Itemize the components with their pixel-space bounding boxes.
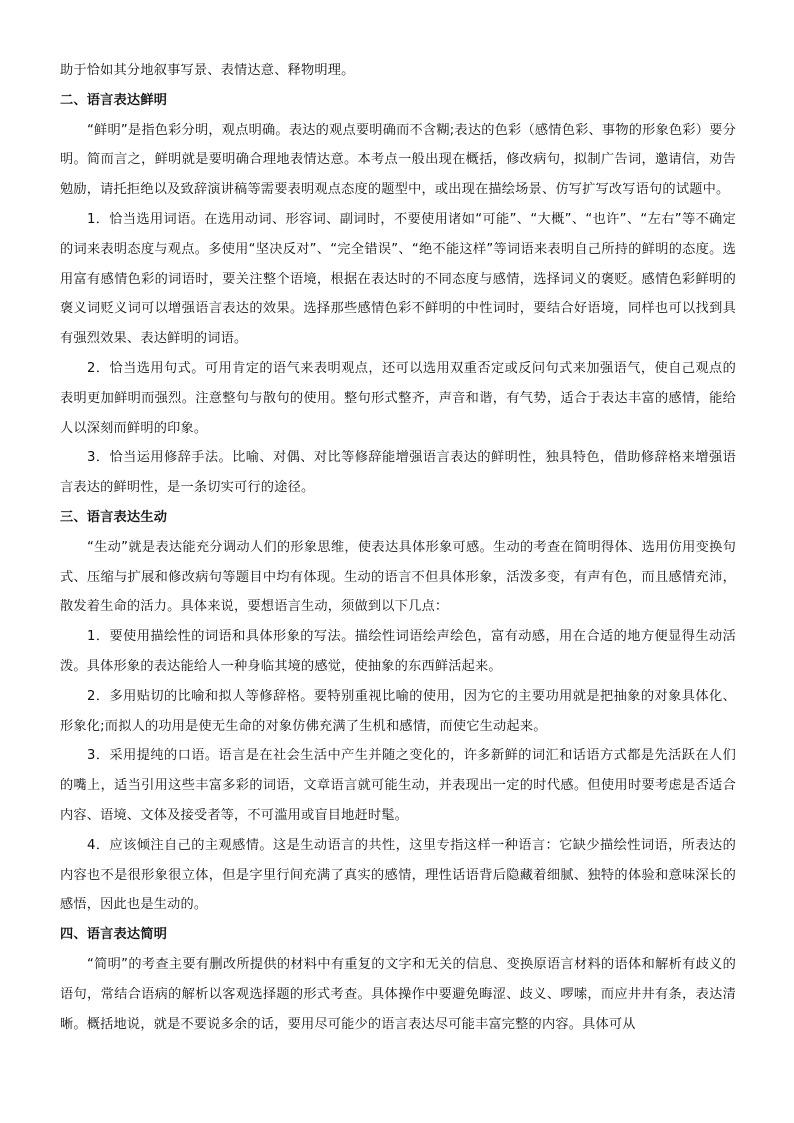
paragraph-lively-item-3: 3．采用提纯的口语。语言是在社会生活中产生并随之变化的，许多新鲜的词汇和话语方式都是先活跃在人们的嘴上，适当引用这些丰富多彩的词语，文章语言就可能生动，并表现出一定的时代感。但使用时要考虑是否适合内容、语境、文体及接受者等，不可滥用或盲目地赶时髦。 bbox=[60, 748, 736, 823]
section-heading-3: 三、语言表达生动 bbox=[60, 509, 168, 525]
paragraph-vivid-definition: “鲜明”是指色彩分明，观点明确。表达的观点要明确而不含糊;表达的色彩（感情色彩、事物的形象色彩）要分明。简而言之，鲜明就是要明确合理地表情达意。本考点一般出现在概括，修改病句，拟制广告词，邀请信，劝告勉励，请托拒绝以及致辞演讲稿等需要表明观点态度的题型中，或出现在描绘场景、仿写扩写改写语句的试题中。 bbox=[60, 122, 736, 198]
paragraph-lively-item-2: 2．多用贴切的比喻和拟人等修辞格。要特别重视比喻的使用，因为它的主要功用就是把抽象的对象具体化、形象化;而拟人的功用是使无生命的对象仿佛充满了生机和感情，而使它生动起来。 bbox=[60, 688, 736, 734]
paragraph-lively-definition: “生动”就是表达能充分调动人们的形象思维，使表达具体形象可感。生动的考查在简明得体、选用仿用变换句式、压缩与扩展和修改病句等题目中均有体现。生动的语言不但具体形象，活泼多变，有声有色，而且感情充沛，散发着生命的活力。具体来说，要想语言生动，须做到以下几点： bbox=[60, 539, 736, 615]
paragraph-vivid-item-2: 2．恰当选用句式。可用肯定的语气来表明观点，还可以选用双重否定或反问句式来加强语气，使自己观点的表明更加鲜明而强烈。注意整句与散句的使用。整句形式整齐，声音和谐，有气势，适合于表达丰富的感情，能给人以深刻而鲜明的印象。 bbox=[60, 360, 736, 436]
paragraph-lively-item-1: 1．要使用描绘性的词语和具体形象的写法。描绘性词语绘声绘色，富有动感，用在合适的地方便显得生动活泼。具体形象的表达能给人一种身临其境的感觉，使抽象的东西鲜活起来。 bbox=[60, 629, 736, 674]
section-heading-4: 四、语言表达简明 bbox=[60, 927, 168, 943]
paragraph-continued: 助于恰如其分地叙事写景、表情达意、释物明理。 bbox=[60, 63, 355, 78]
paragraph-lively-item-4: 4．应该倾注自己的主观感情。这是生动语言的共性，这里专指这样一种语言：它缺少描绘性词语，所表达的内容也不是很形象很立体，但是字里行间充满了真实的感情，理性话语背后隐藏着细腻、独特的体验和意味深长的感悟，因此也是生动的。 bbox=[60, 837, 736, 913]
document-page bbox=[60, 56, 736, 1039]
paragraph-concise-definition: “简明”的考查主要有删改所提供的材料中有重复的文字和无关的信息、变换原语言材料的语体和解析有歧义的语句，常结合语病的解析以客观选择题的形式考查。具体操作中要避免晦涩、歧义、啰嗦，而应井井有条，表达清晰。概括地说，就是不要说多余的话，要用尽可能少的语言表达尽可能丰富完整的内容。具体可从 bbox=[60, 956, 736, 1032]
paragraph-vivid-item-3: 3．恰当运用修辞手法。比喻、对偶、对比等修辞能增强语言表达的鲜明性，独具特色，借助修辞格来增强语言表达的鲜明性，是一条切实可行的途径。 bbox=[60, 450, 736, 496]
paragraph-vivid-item-1: 1．恰当选用词语。在选用动词、形容词、副词时，不要使用诸如“可能”、“大概”、“也许”、“左右”等不确定的词来表明态度与观点。多使用“坚决反对”、“完全错误”、“绝不能这样”等词语来表明自己所持的鲜明的态度。选用富有感情色彩的词语时，要关注整个语境，根据在表达时的不同态度与感情，选择词义的褒贬。感情色彩鲜明的褒义词贬义词可以增强语言表达的效果。选择那些感情色彩不鲜明的中性词时，要结合好语境，同样也可以找到具有强烈效果、表达鲜明的词语。 bbox=[60, 211, 736, 347]
section-heading-2: 二、语言表达鲜明 bbox=[60, 92, 168, 108]
